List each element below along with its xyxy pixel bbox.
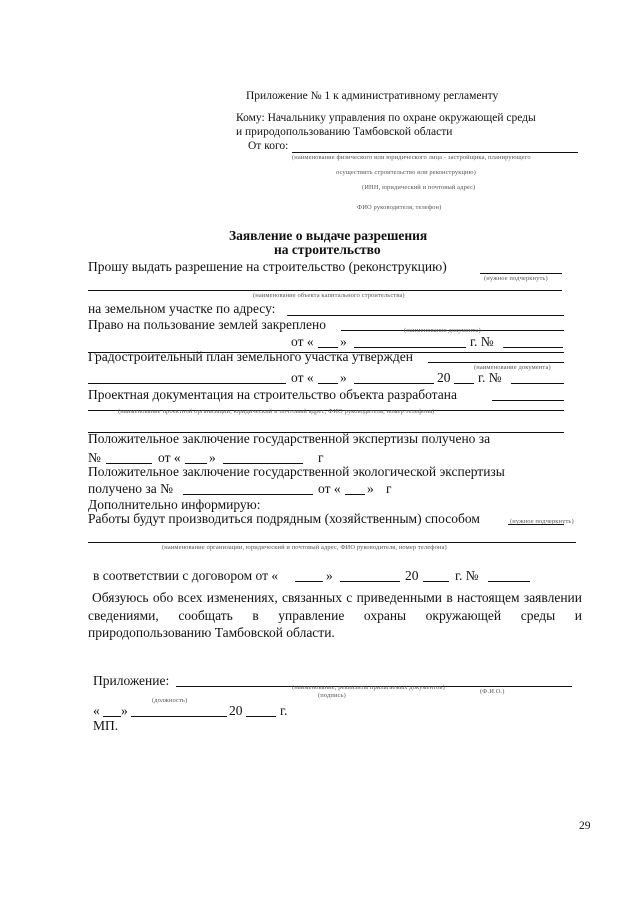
organization-hint: (наименование организации, юридический и почтовый адрес, ФИО руководителя, номер телефона) (162, 544, 447, 551)
sign-date-month-line (131, 716, 227, 717)
from-hint-3: (ИНН, юридический и почтовый адрес) (362, 184, 476, 191)
grad-date-month-line (354, 383, 434, 384)
state-expertise-g: г (318, 450, 324, 465)
addressee-line-2: и природопользованию Тамбовской области (236, 126, 453, 138)
document-title-line-2: на строительство (274, 242, 381, 257)
sign-date-year-line (246, 716, 276, 717)
eco-date-g: г (386, 481, 392, 496)
organization-line (88, 542, 576, 543)
object-hint: (наименование объекта капитального строительства) (253, 292, 405, 299)
state-expertise-label: Положительное заключение государственной экспертизы получено за (88, 431, 491, 446)
from-hint-4: ФИО руководителя, телефон) (357, 204, 442, 211)
contract-label: в соответствии с договором от « (93, 568, 279, 583)
from-label: От кого: (248, 140, 289, 152)
contract-number-line (488, 581, 530, 582)
grad-date-day-line (318, 383, 338, 384)
state-expertise-no: № (88, 450, 101, 465)
eco-date-from: от « (318, 481, 341, 496)
document-title-line-1: Заявление о выдаче разрешения (229, 228, 428, 243)
request-text: Прошу выдать разрешение на строительство (реконструкцию) (88, 259, 447, 274)
grad-number-line (511, 383, 564, 384)
grad-g-no: г. № (478, 370, 502, 385)
land-g-no: г. № (470, 334, 494, 349)
contract-year-line (423, 581, 449, 582)
sign-date-year-20: 20 (229, 703, 243, 718)
request-hint: (нужное подчеркнуть) (484, 275, 548, 282)
pledge-paragraph: Обязуюсь обо всех изменениях, связанных с приведенными в настоящем заявлении сведениями, сообщать в управление охраны окружающей среды и природопользованию Тамбовской области. (88, 590, 582, 640)
grad-plan-label: Градостроительный план земельного участка утвержден (88, 349, 413, 364)
grad-date-from: от « (291, 370, 314, 385)
additional-info-label: Дополнительно информирую: (88, 497, 261, 512)
land-date-from: от « (291, 334, 314, 349)
contract-quote-close: » (326, 568, 333, 583)
land-address-label: на земельном участке по адресу: (88, 301, 276, 316)
eco-date-quote-close: » (367, 481, 374, 496)
grad-plan-line (428, 362, 564, 363)
grad-year-20: 20 (437, 370, 451, 385)
from-hint-2: осуществить строительство или реконструкцию) (336, 169, 476, 176)
signature-hint: (подпись) (318, 692, 346, 699)
land-right-hint: (наименование документа) (404, 327, 481, 334)
contract-g-no: г. № (455, 568, 479, 583)
state-expertise-quote-close: » (209, 450, 216, 465)
land-date-day-line (318, 347, 338, 348)
grad-plan-hint: (наименование документа) (474, 364, 551, 371)
project-doc-line (492, 400, 564, 401)
land-right-label: Право на пользование землей закреплено (88, 317, 326, 332)
land-address-line (287, 315, 564, 316)
state-expertise-from: от « (158, 450, 181, 465)
sign-date-quote-close: » (121, 703, 128, 718)
from-field-line (292, 152, 578, 153)
position-hint: (должность) (152, 697, 188, 704)
contract-day-line (295, 581, 323, 582)
attachment-hint: (наименование, реквизиты прилагаемых документов) (292, 684, 445, 691)
grad-plan-extra-line (88, 383, 286, 384)
contract-month-line (340, 581, 400, 582)
fio-hint: (Ф.И.О.) (480, 688, 505, 695)
grad-date-quote-close: » (340, 370, 347, 385)
addressee-line-1: Кому: Начальнику управления по охране окружающей среды (236, 112, 536, 124)
eco-date-day-line (345, 494, 365, 495)
from-hint-1: (наименование физического или юридического лица - застройщика, планирующего (292, 154, 531, 161)
land-date-quote-close: » (340, 334, 347, 349)
contract-year-20: 20 (405, 568, 419, 583)
object-field-line (88, 290, 562, 291)
page-number: 29 (579, 820, 591, 832)
sign-date-quote-open: « (93, 703, 100, 718)
eco-received-label: получено за № (88, 481, 173, 496)
works-method-label: Работы будут производиться подрядным (хозяйственным) способом (88, 511, 480, 526)
grad-year-line (454, 383, 474, 384)
sign-date-g: г. (280, 703, 288, 718)
stamp-place-label: МП. (93, 718, 119, 733)
request-field-line (480, 273, 562, 274)
project-doc-hint: (наименование проектной организации, юридический и почтовый адрес, ФИО руководителя, номер телефона) (118, 408, 435, 415)
works-method-hint: (нужное подчеркнуть) (510, 518, 574, 525)
project-doc-label: Проектная документация на строительство объекта разработана (88, 387, 457, 402)
attachment-label: Приложение: (93, 673, 170, 688)
eco-expertise-label: Положительное заключение государственной экологической экспертизы (88, 464, 505, 479)
eco-number-line (183, 494, 313, 495)
sign-date-day-line (103, 716, 121, 717)
appendix-caption: Приложение № 1 к административному регламенту (246, 90, 499, 102)
land-number-line (503, 347, 563, 348)
land-date-month-line (354, 347, 466, 348)
